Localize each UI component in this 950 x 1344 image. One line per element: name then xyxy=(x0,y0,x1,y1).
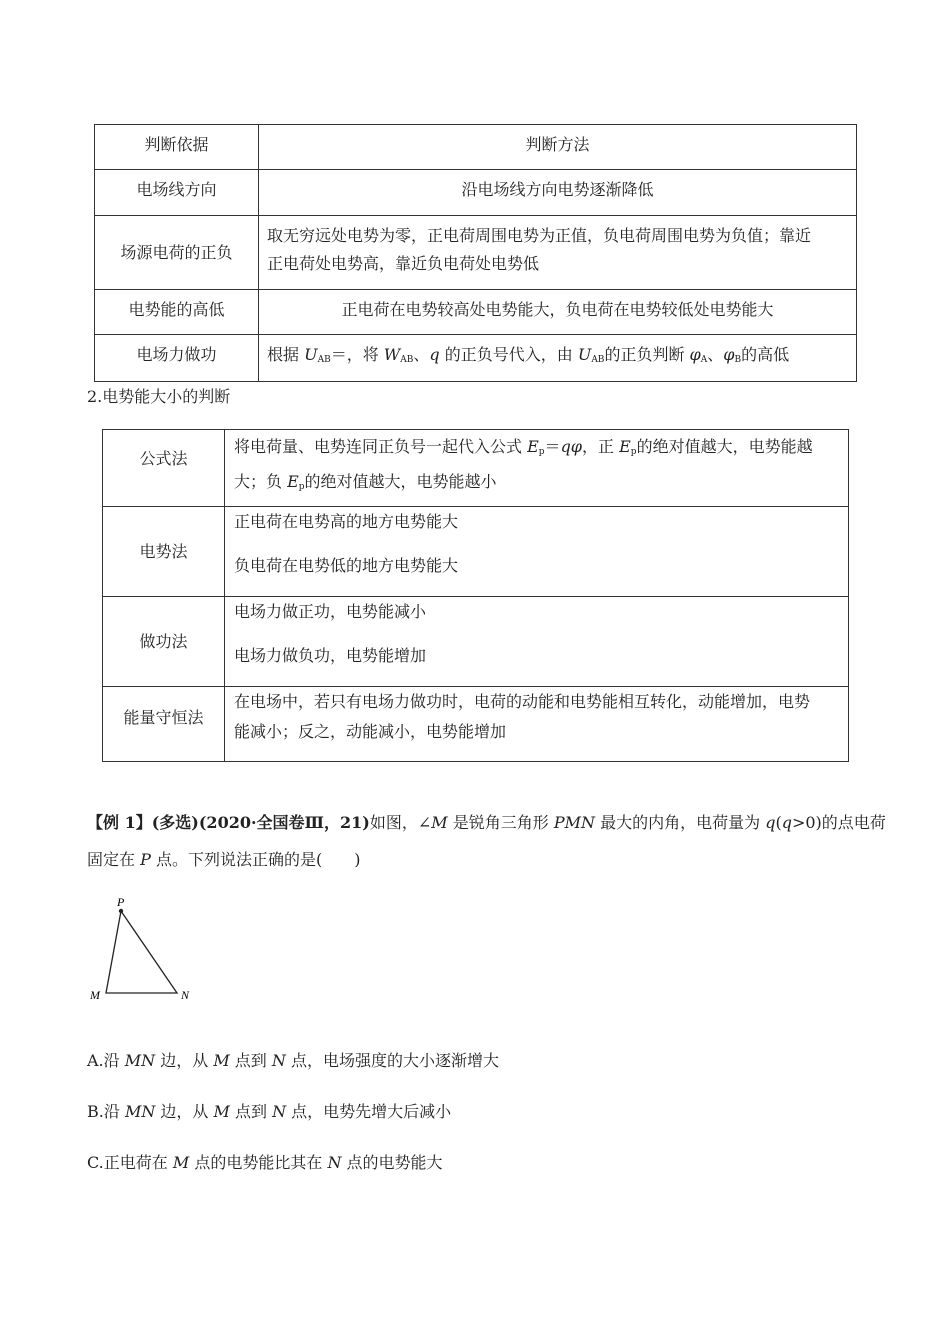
method-label: 公式法 xyxy=(103,430,225,507)
option-a: A.沿 MN 边，从 M 点到 N 点，电场强度的大小逐渐增大 xyxy=(87,1051,499,1070)
label-p: P xyxy=(117,895,125,909)
row-method: 根据 $U_{AB}=$，将 $W_{AB}$、q 的正负号代入，由 $U_{AB}$的正负判断 $\varphi_A$、$\varphi_B$的高低 xyxy=(259,335,857,382)
label-n: N xyxy=(181,988,190,1002)
header-basis: 判断依据 xyxy=(95,125,259,170)
label-m: M xyxy=(90,988,100,1002)
row-method: 沿电场线方向电势逐渐降低 xyxy=(259,170,857,216)
method-description: 正电荷在电势高的地方电势能大 负电荷在电势低的地方电势能大 xyxy=(225,507,849,597)
row-basis: 电势能的高低 xyxy=(95,290,259,335)
energy-judgment-table xyxy=(102,429,849,762)
header-method: 判断方法 xyxy=(259,125,857,170)
row-basis: 电场线方向 xyxy=(95,170,259,216)
example-question-line2: 固定在 P 点。下列说法正确的是( ) xyxy=(87,850,361,869)
example-question: 【例 1】(多选)(2020·全国卷Ⅲ，21)如图，∠M 是锐角三角形 PMN 最大的内角，电荷量为 q(q>0)的点电荷 xyxy=(87,813,886,832)
row-basis: 电场力做功 xyxy=(95,335,259,382)
potential-judgment-table xyxy=(94,124,857,382)
option-c: C.正电荷在 M 点的电势能比其在 N 点的电势能大 xyxy=(87,1153,443,1172)
option-b: B.沿 MN 边，从 M 点到 N 点，电势先增大后减小 xyxy=(87,1102,452,1121)
point-charge-dot xyxy=(119,909,123,913)
method-label: 能量守恒法 xyxy=(103,687,225,762)
method-description: 将电荷量、电势连同正负号一起代入公式 $E_p=q\varphi$，正 $E_p$的绝对值越大，电势能越 大；负 $E_p$的绝对值越大，电势能越小 xyxy=(225,430,849,507)
row-method: 取无穷远处电势为零，正电荷周围电势为正值，负电荷周围电势为负值；靠近 正电荷处电势高，靠近负电荷处电势低 xyxy=(259,216,857,290)
method-label: 做功法 xyxy=(103,597,225,687)
row-basis: 场源电荷的正负 xyxy=(95,216,259,290)
triangle-pmn xyxy=(106,911,177,993)
section-title: 2.电势能大小的判断 xyxy=(87,387,231,406)
method-description: 在电场中，若只有电场力做功时，电荷的动能和电势能相互转化，动能增加，电势 能减小；反之，动能减小，电势能增加 xyxy=(225,687,849,762)
method-label: 电势法 xyxy=(103,507,225,597)
method-description: 电场力做正功，电势能减小 电场力做负功，电势能增加 xyxy=(225,597,849,687)
triangle-figure xyxy=(84,892,204,1007)
row-method: 正电荷在电势较高处电势能大，负电荷在电势较低处电势能大 xyxy=(259,290,857,335)
